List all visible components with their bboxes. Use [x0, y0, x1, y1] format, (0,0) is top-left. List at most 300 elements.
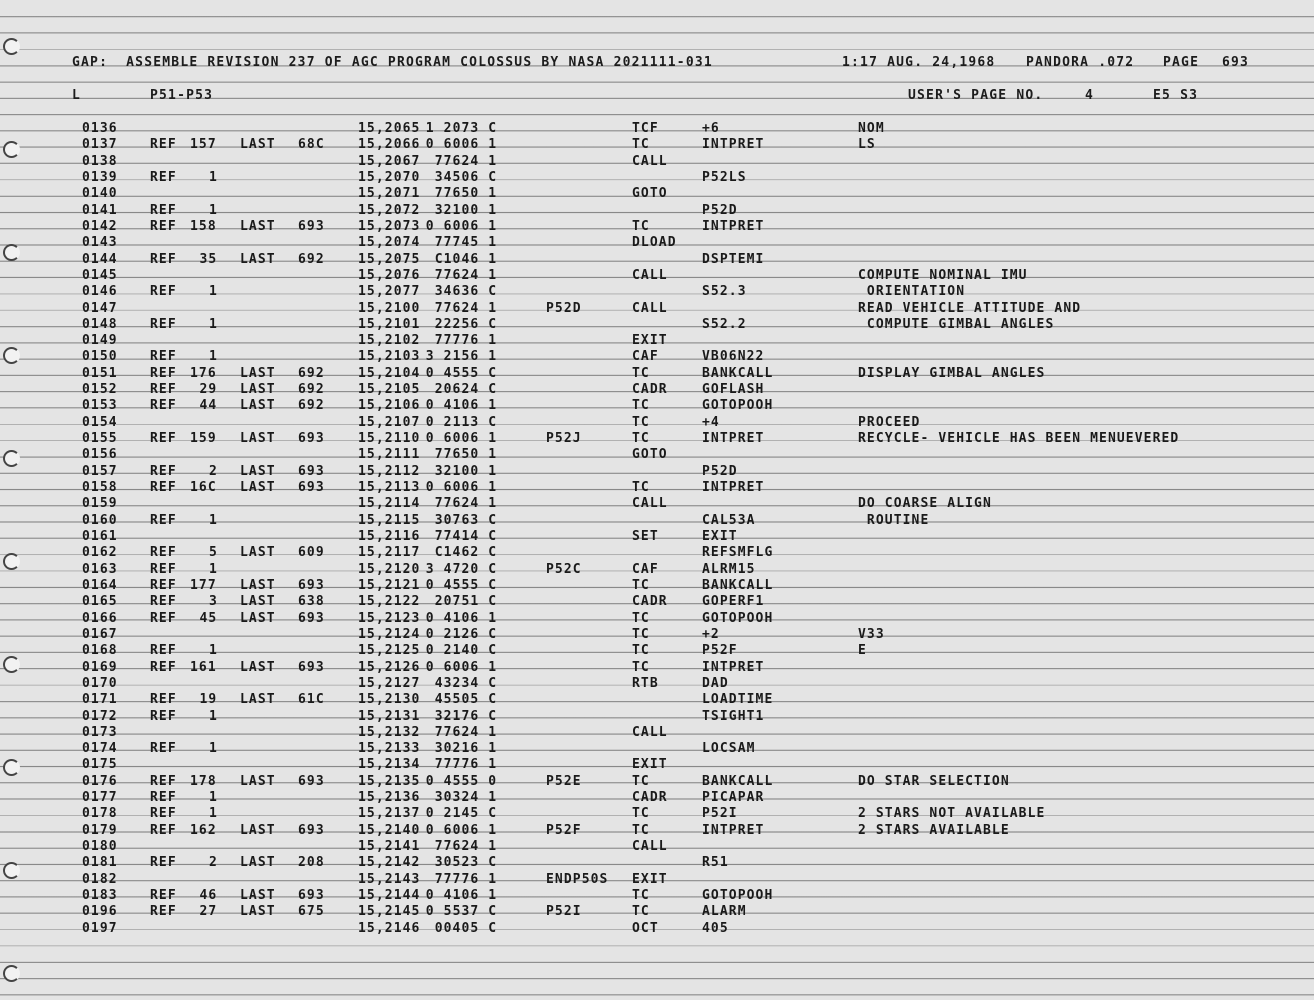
address: 15,2101: [358, 316, 421, 332]
listing-line: [0, 186, 1314, 202]
opcode: TC: [632, 480, 650, 496]
line-number: 0176: [82, 773, 118, 789]
address: 15,2125: [358, 643, 421, 659]
opcode: CALL: [632, 724, 668, 740]
opcode: TC: [632, 577, 650, 593]
line-number: 0157: [82, 463, 118, 479]
ref-number: 19: [199, 692, 218, 708]
line-number: 0144: [82, 251, 118, 267]
listing-line: [0, 545, 1314, 561]
address: 15,2145: [358, 904, 421, 920]
opcode: SET: [632, 529, 659, 544]
ref-keyword: REF: [150, 512, 177, 528]
ref-keyword: REF: [150, 692, 177, 708]
line-number: 0138: [82, 153, 118, 169]
ref-number: 27: [199, 904, 218, 920]
address: 15,2146: [358, 920, 421, 936]
comment: ORIENTATION: [858, 284, 966, 300]
line-number: 0181: [82, 855, 118, 871]
octal-word: 0 2140 C: [425, 643, 498, 659]
operand: DSPTEMI: [702, 251, 765, 267]
ref-keyword: REF: [150, 806, 177, 822]
comment: ROUTINE: [858, 512, 930, 528]
section-code: E5 S3: [1153, 88, 1199, 103]
listing-line: [0, 415, 1314, 431]
ref-keyword: REF: [150, 888, 177, 904]
ref-number: 35: [199, 251, 218, 267]
operand: INTPRET: [702, 659, 765, 675]
ref-number: 1: [209, 741, 218, 757]
operand: DAD: [702, 675, 729, 691]
listing-line: [0, 170, 1314, 186]
operand: BANKCALL: [702, 365, 774, 381]
line-number: 0159: [82, 496, 118, 512]
ref-keyword: REF: [150, 365, 177, 381]
line-number: 0143: [82, 235, 118, 251]
last-page: 693: [298, 610, 325, 626]
octal-word: 77624 1: [434, 267, 498, 283]
last-keyword: LAST: [240, 365, 276, 381]
operand: ALRM15: [702, 561, 756, 577]
opcode: TC: [632, 626, 650, 642]
operand: GOTOPOOH: [702, 610, 774, 626]
address: 15,2075: [358, 251, 421, 267]
ref-keyword: REF: [150, 773, 177, 789]
octal-word: 0 6006 1: [425, 137, 498, 153]
listing-line: [0, 366, 1314, 382]
ref-number: 176: [190, 365, 217, 381]
address: 15,2076: [358, 267, 421, 283]
ref-keyword: REF: [150, 610, 177, 626]
line-number: 0172: [82, 708, 118, 724]
octal-word: 30216 1: [434, 741, 498, 757]
ref-number: 1: [209, 202, 218, 218]
operand: LOCSAM: [702, 741, 756, 757]
address: 15,2117: [358, 545, 421, 561]
address: 15,2135: [358, 773, 421, 789]
ref-number: 1: [209, 790, 218, 806]
octal-word: 77776 1: [434, 333, 498, 349]
user-page-label: USER'S PAGE NO.: [908, 88, 1044, 103]
ref-number: 1: [209, 284, 218, 300]
line-number: 0197: [82, 920, 118, 936]
last-keyword: LAST: [240, 545, 276, 561]
ref-keyword: REF: [150, 855, 177, 871]
line-number: 0137: [82, 137, 118, 153]
ref-keyword: REF: [150, 349, 177, 365]
page-number: 693: [1222, 55, 1250, 70]
listing-line: [0, 447, 1314, 463]
ref-number: 1: [209, 708, 218, 724]
line-number: 0161: [82, 529, 118, 544]
opcode: TC: [632, 218, 650, 234]
opcode: TCF: [632, 121, 659, 136]
ref-keyword: REF: [150, 659, 177, 675]
operand: INTPRET: [702, 137, 765, 153]
operand: LOADTIME: [702, 692, 774, 708]
opcode: EXIT: [632, 333, 668, 349]
listing-line: [0, 757, 1314, 773]
octal-word: 77776 1: [434, 757, 498, 773]
last-page: 693: [298, 773, 325, 789]
last-page: 693: [298, 431, 325, 447]
operand: 405: [702, 920, 729, 936]
listing-line: [0, 496, 1314, 512]
line-number: 0139: [82, 169, 118, 185]
line-number: 0165: [82, 594, 118, 610]
listing-line: [0, 203, 1314, 219]
operand: +4: [702, 414, 720, 430]
ref-keyword: REF: [150, 202, 177, 218]
listing-line: [0, 301, 1314, 317]
ref-keyword: REF: [150, 169, 177, 185]
address: 15,2130: [358, 692, 421, 708]
opcode: GOTO: [632, 186, 668, 202]
last-page: 693: [298, 480, 325, 496]
octal-word: 77624 1: [434, 724, 498, 740]
opcode: TC: [632, 806, 650, 822]
operand: BANKCALL: [702, 773, 774, 789]
ref-number: 1: [209, 561, 218, 577]
ref-number: 178: [190, 773, 217, 789]
octal-word: 77624 1: [434, 300, 498, 316]
address: 15,2112: [358, 463, 421, 479]
octal-word: 0 5537 C: [425, 904, 498, 920]
listing-line: [0, 790, 1314, 806]
line-number: 0162: [82, 545, 118, 561]
listing-line: [0, 904, 1314, 920]
listing-line: [0, 284, 1314, 300]
opcode: TC: [632, 137, 650, 153]
address: 15,2137: [358, 806, 421, 822]
ref-keyword: REF: [150, 790, 177, 806]
line-number: 0171: [82, 692, 118, 708]
address: 15,2131: [358, 708, 421, 724]
last-page: 675: [298, 904, 325, 920]
opcode: TC: [632, 398, 650, 414]
line-number: 0136: [82, 121, 118, 136]
line-number: 0147: [82, 300, 118, 316]
octal-word: 77414 C: [434, 529, 498, 544]
operand: CAL53A: [702, 512, 756, 528]
last-page: 692: [298, 382, 325, 398]
listing-line: [0, 480, 1314, 496]
comment: DO COARSE ALIGN: [858, 496, 992, 512]
listing-line: [0, 398, 1314, 414]
octal-word: 0 4106 1: [425, 610, 498, 626]
ref-number: 177: [190, 577, 217, 593]
last-keyword: LAST: [240, 773, 276, 789]
octal-word: 0 2113 C: [425, 414, 498, 430]
ref-keyword: REF: [150, 577, 177, 593]
address: 15,2110: [358, 431, 421, 447]
last-page: 693: [298, 463, 325, 479]
line-number: 0182: [82, 871, 118, 887]
octal-word: 20624 C: [434, 382, 498, 398]
octal-word: 30523 C: [434, 855, 498, 871]
octal-word: 3 2156 1: [425, 349, 498, 365]
listing-line: [0, 137, 1314, 153]
octal-word: 77776 1: [434, 871, 498, 887]
ref-keyword: REF: [150, 561, 177, 577]
opcode: TC: [632, 431, 650, 447]
address: 15,2111: [358, 447, 421, 463]
last-page: 693: [298, 659, 325, 675]
octal-word: 20751 C: [434, 594, 498, 610]
address: 15,2122: [358, 594, 421, 610]
octal-word: 77745 1: [434, 235, 498, 251]
page-label: PAGE: [1163, 55, 1200, 70]
comment: 2 STARS AVAILABLE: [858, 822, 1010, 838]
last-keyword: LAST: [240, 398, 276, 414]
listing-line: [0, 317, 1314, 333]
listing-line: [0, 219, 1314, 235]
address: 15,2104: [358, 365, 421, 381]
address: 15,2106: [358, 398, 421, 414]
ref-number: 159: [190, 431, 217, 447]
last-keyword: LAST: [240, 659, 276, 675]
ref-keyword: REF: [150, 463, 177, 479]
ref-number: 1: [209, 349, 218, 365]
ref-number: 1: [209, 806, 218, 822]
opcode: EXIT: [632, 871, 668, 887]
operand: +2: [702, 626, 720, 642]
address: 15,2123: [358, 610, 421, 626]
address: 15,2102: [358, 333, 421, 349]
line-number: 0153: [82, 398, 118, 414]
opcode: EXIT: [632, 757, 668, 773]
listing-line: [0, 382, 1314, 398]
octal-word: 77624 1: [434, 839, 498, 855]
address: 15,2144: [358, 888, 421, 904]
address: 15,2107: [358, 414, 421, 430]
octal-word: 0 4106 1: [425, 888, 498, 904]
octal-word: 0 2126 C: [425, 626, 498, 642]
operand: PICAPAR: [702, 790, 765, 806]
last-page: 208: [298, 855, 325, 871]
opcode: CADR: [632, 382, 668, 398]
comment: E: [858, 643, 867, 659]
octal-word: C1046 1: [434, 251, 498, 267]
line-number: 0141: [82, 202, 118, 218]
line-number: 0175: [82, 757, 118, 773]
listing-line: [0, 268, 1314, 284]
listing-line: [0, 692, 1314, 708]
line-number: 0158: [82, 480, 118, 496]
ref-keyword: REF: [150, 480, 177, 496]
ref-number: 162: [190, 822, 217, 838]
listing-line: [0, 676, 1314, 692]
last-keyword: LAST: [240, 610, 276, 626]
label: P52C: [546, 561, 582, 577]
last-keyword: LAST: [240, 251, 276, 267]
last-keyword: LAST: [240, 577, 276, 593]
opcode: CADR: [632, 594, 668, 610]
last-page: 693: [298, 822, 325, 838]
ref-number: 157: [190, 137, 217, 153]
ref-keyword: REF: [150, 431, 177, 447]
address: 15,2073: [358, 218, 421, 234]
address: 15,2066: [358, 137, 421, 153]
listing-title: GAP: ASSEMBLE REVISION 237 OF AGC PROGRAM COLOSSUS BY NASA 2021111-031: [72, 55, 713, 70]
listing-line: [0, 562, 1314, 578]
line-number: 0150: [82, 349, 118, 365]
line-number: 0146: [82, 284, 118, 300]
comment: RECYCLE- VEHICLE HAS BEEN MENUEVERED: [858, 431, 1180, 447]
line-number: 0148: [82, 316, 118, 332]
opcode: TC: [632, 773, 650, 789]
ref-number: 1: [209, 512, 218, 528]
octal-word: 32100 1: [434, 463, 498, 479]
ref-keyword: REF: [150, 284, 177, 300]
listing-line: [0, 333, 1314, 349]
address: 15,2132: [358, 724, 421, 740]
line-number: 0164: [82, 577, 118, 593]
octal-word: 0 6006 1: [425, 822, 498, 838]
ref-number: 161: [190, 659, 217, 675]
octal-word: 0 6006 1: [425, 659, 498, 675]
line-number: 0167: [82, 626, 118, 642]
last-keyword: LAST: [240, 431, 276, 447]
opcode: TC: [632, 365, 650, 381]
address: 15,2142: [358, 855, 421, 871]
operand: VB06N22: [702, 349, 765, 365]
address: 15,2121: [358, 577, 421, 593]
ref-keyword: REF: [150, 251, 177, 267]
octal-word: 45505 C: [434, 692, 498, 708]
address: 15,2124: [358, 626, 421, 642]
user-page-number: 4: [1085, 88, 1095, 103]
ref-keyword: REF: [150, 594, 177, 610]
address: 15,2114: [358, 496, 421, 512]
listing-line: [0, 627, 1314, 643]
address: 15,2067: [358, 153, 421, 169]
octal-word: 34506 C: [434, 169, 498, 185]
line-number: 0178: [82, 806, 118, 822]
last-keyword: LAST: [240, 382, 276, 398]
label: P52I: [546, 904, 582, 920]
operand: GOFLASH: [702, 382, 765, 398]
listing-line: [0, 529, 1314, 545]
octal-word: 0 4106 1: [425, 398, 498, 414]
listing-mode: L: [72, 88, 82, 103]
operand: P52I: [702, 806, 738, 822]
octal-word: 00405 C: [434, 920, 498, 936]
operand: INTPRET: [702, 218, 765, 234]
line-number: 0160: [82, 512, 118, 528]
address: 15,2077: [358, 284, 421, 300]
listing-line: [0, 431, 1314, 447]
operand: P52D: [702, 463, 738, 479]
ref-keyword: REF: [150, 218, 177, 234]
line-number: 0149: [82, 333, 118, 349]
address: 15,2120: [358, 561, 421, 577]
last-page: 692: [298, 251, 325, 267]
opcode: RTB: [632, 675, 659, 691]
listing-line: [0, 513, 1314, 529]
address: 15,2103: [358, 349, 421, 365]
line-number: 0151: [82, 365, 118, 381]
comment: LS: [858, 137, 876, 153]
last-page: 693: [298, 218, 325, 234]
listing-line: [0, 594, 1314, 610]
line-number: 0170: [82, 675, 118, 691]
line-number: 0173: [82, 724, 118, 740]
octal-word: 77650 1: [434, 447, 498, 463]
comment: V33: [858, 626, 885, 642]
last-keyword: LAST: [240, 904, 276, 920]
last-keyword: LAST: [240, 888, 276, 904]
last-page: 68C: [298, 137, 325, 153]
octal-word: 3 4720 C: [425, 561, 498, 577]
ref-number: 29: [199, 382, 218, 398]
address: 15,2074: [358, 235, 421, 251]
label: P52J: [546, 431, 582, 447]
ref-keyword: REF: [150, 904, 177, 920]
opcode: CALL: [632, 839, 668, 855]
listing-line: [0, 464, 1314, 480]
address: 15,2113: [358, 480, 421, 496]
operand: P52F: [702, 643, 738, 659]
opcode: TC: [632, 904, 650, 920]
ref-keyword: REF: [150, 545, 177, 561]
comment: PROCEED: [858, 414, 921, 430]
octal-word: 0 2145 C: [425, 806, 498, 822]
listing-line: [0, 725, 1314, 741]
last-keyword: LAST: [240, 855, 276, 871]
last-keyword: LAST: [240, 480, 276, 496]
opcode: TC: [632, 414, 650, 430]
opcode: CALL: [632, 267, 668, 283]
listing-line: [0, 806, 1314, 822]
octal-word: 30763 C: [434, 512, 498, 528]
octal-word: 43234 C: [434, 675, 498, 691]
last-page: 692: [298, 365, 325, 381]
last-page: 693: [298, 888, 325, 904]
operand: BANKCALL: [702, 577, 774, 593]
operand: R51: [702, 855, 729, 871]
comment: COMPUTE GIMBAL ANGLES: [858, 316, 1055, 332]
address: 15,2116: [358, 529, 421, 544]
ref-keyword: REF: [150, 643, 177, 659]
operand: ALARM: [702, 904, 747, 920]
last-keyword: LAST: [240, 218, 276, 234]
address: 15,2072: [358, 202, 421, 218]
ref-number: 44: [199, 398, 218, 414]
line-number: 0163: [82, 561, 118, 577]
line-number: 0166: [82, 610, 118, 626]
opcode: GOTO: [632, 447, 668, 463]
octal-word: 1 2073 C: [425, 121, 498, 136]
listing-line: [0, 741, 1314, 757]
operand: GOTOPOOH: [702, 398, 774, 414]
listing-line: [0, 578, 1314, 594]
last-page: 693: [298, 577, 325, 593]
operand: GOPERF1: [702, 594, 765, 610]
operand: S52.2: [702, 316, 747, 332]
feed-hole: [3, 38, 20, 55]
listing-line: [0, 709, 1314, 725]
opcode: CADR: [632, 790, 668, 806]
address: 15,2133: [358, 741, 421, 757]
line-number: 0155: [82, 431, 118, 447]
last-page: 692: [298, 398, 325, 414]
address: 15,2126: [358, 659, 421, 675]
ref-keyword: REF: [150, 708, 177, 724]
operand: REFSMFLG: [702, 545, 774, 561]
ref-keyword: REF: [150, 398, 177, 414]
listing-line: [0, 235, 1314, 251]
